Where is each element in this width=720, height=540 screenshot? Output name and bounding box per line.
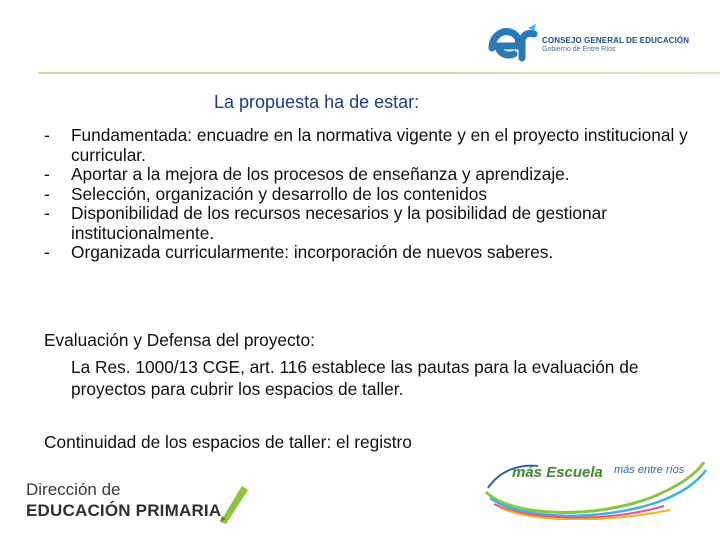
- bullet-text: Fundamentada: encuadre en la normativa vigente y en el proyecto institucional y curricular.: [71, 125, 688, 165]
- list-item: [44, 204, 714, 243]
- bullet-dash: -: [44, 125, 50, 145]
- org-subtitle: Gobierno de Entre Ríos: [542, 46, 616, 53]
- bullet-dash: -: [44, 183, 50, 204]
- header-divider: [38, 72, 720, 74]
- cge-logo: [484, 22, 704, 68]
- slide-title: La propuesta ha de estar:: [214, 92, 420, 112]
- program-sub-text: más entre ríos: [614, 464, 685, 476]
- bullet-text: Selección, organización y desarrollo de los contenidos: [71, 183, 487, 204]
- program-logo: [480, 440, 710, 520]
- list-item: [44, 243, 714, 263]
- evaluation-body: La Res. 1000/13 CGE, art. 116 establece las pautas para la evaluación de proyectos para cubrir los espacios de taller.: [71, 357, 639, 399]
- list-item: [44, 185, 714, 205]
- org-title: CONSEJO GENERAL DE EDUCACIÓN: [542, 36, 690, 45]
- department-logo: [26, 478, 256, 524]
- bullet-dash: -: [44, 203, 50, 223]
- bullet-text: Aportar a la mejora de los procesos de enseñanza y aprendizaje.: [71, 164, 570, 184]
- pencil-icon: [216, 482, 250, 524]
- bullet-dash: -: [44, 242, 50, 262]
- cge-logo-mark-icon: [484, 22, 544, 68]
- department-line1: Dirección de: [26, 480, 121, 499]
- continuity-heading: Continuidad de los espacios de taller: el registro: [44, 432, 412, 452]
- bullet-dash: -: [44, 164, 50, 184]
- program-main-text: más Escuela: [512, 464, 603, 481]
- bullet-text: Organizada curricularmente: incorporación de nuevos saberes.: [71, 242, 554, 262]
- bullet-list: [44, 126, 714, 263]
- evaluation-heading: Evaluación y Defensa del proyecto:: [44, 330, 315, 350]
- bullet-text: Disponibilidad de los recursos necesarios y la posibilidad de gestionar institucionalmente.: [71, 203, 608, 243]
- list-item: [44, 126, 714, 165]
- list-item: [44, 165, 714, 185]
- department-line2: EDUCACIÓN PRIMARIA: [26, 501, 222, 520]
